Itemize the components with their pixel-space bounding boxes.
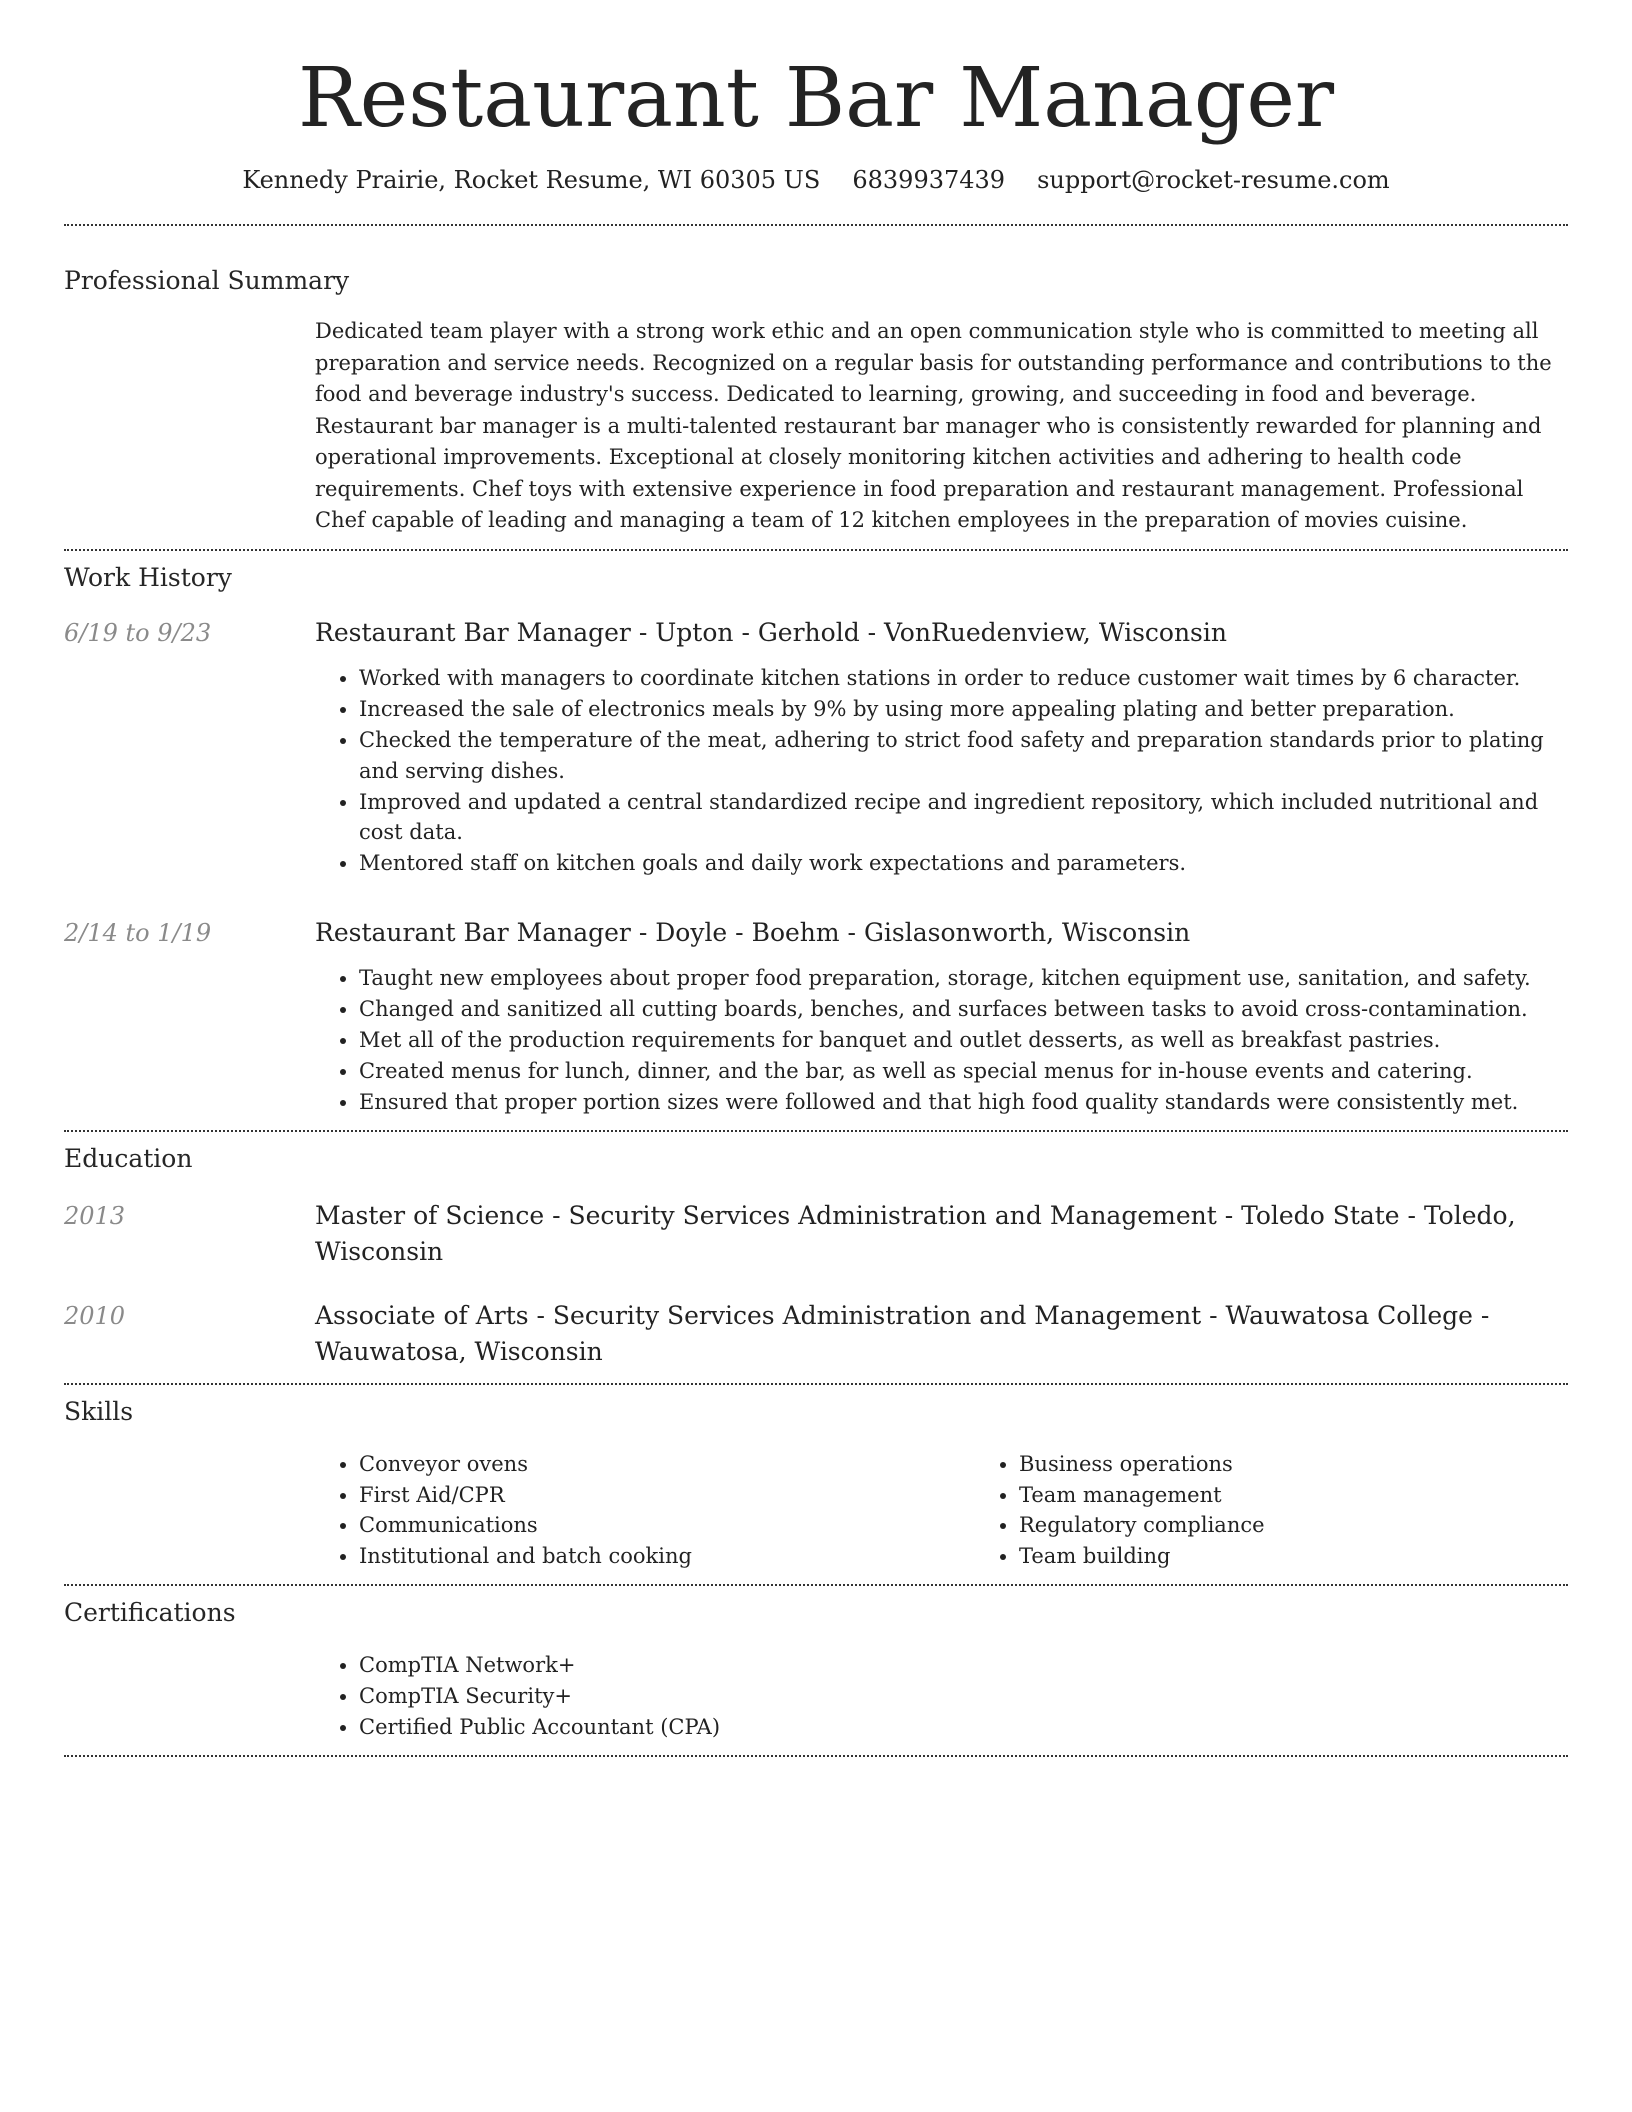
education-entry bbox=[64, 1198, 1568, 1271]
list-item: • Worked with managers to coordinate kitchen stations in order to reduce customer wait times by 6 character. bbox=[359, 663, 1568, 694]
phone: 6839937439 bbox=[852, 166, 1006, 195]
education-title: Master of Science - Security Services Administration and Management - Toledo State - Toledo, Wisconsin bbox=[315, 1200, 1516, 1266]
list-item: • Business operations bbox=[1019, 1449, 1632, 1480]
job-dates: 2/14 to 1/19 bbox=[64, 919, 212, 948]
divider bbox=[64, 1383, 1568, 1385]
education-entry bbox=[64, 1298, 1568, 1371]
section-title-summary: Professional Summary bbox=[64, 266, 350, 296]
resume-header bbox=[64, 0, 1568, 194]
list-item: • Improved and updated a central standardized recipe and ingredient repository, which included nutritional and cost data. bbox=[359, 787, 1568, 849]
education-year: 2013 bbox=[64, 1201, 126, 1230]
job-title: Restaurant Bar Manager - Upton - Gerhold - VonRuedenview, Wisconsin bbox=[315, 617, 1227, 647]
list-item: • Mentored staff on kitchen goals and daily work expectations and parameters. bbox=[359, 848, 1568, 879]
list-item: • Certified Public Accountant (CPA) bbox=[359, 1712, 1568, 1743]
skills-section bbox=[64, 1397, 1568, 1572]
list-item: • Taught new employees about proper food preparation, storage, kitchen equipment use, sanitation, and safety. bbox=[359, 963, 1568, 994]
list-item: • Institutional and batch cooking bbox=[359, 1541, 975, 1572]
list-item: • CompTIA Security+ bbox=[359, 1681, 1568, 1712]
candidate-name: Restaurant Bar Manager bbox=[297, 51, 1335, 146]
divider bbox=[64, 224, 1568, 226]
skills-list-right bbox=[975, 1449, 1632, 1572]
job-dates: 6/19 to 9/23 bbox=[64, 618, 212, 647]
education-title: Associate of Arts - Security Services Administration and Management - Wauwatosa College - Wauwatosa, Wisconsin bbox=[315, 1301, 1490, 1367]
section-title-certifications: Certifications bbox=[64, 1598, 236, 1628]
list-item: • Created menus for lunch, dinner, and the bar, as well as special menus for in-house events and catering. bbox=[359, 1056, 1568, 1087]
list-item: • First Aid/CPR bbox=[359, 1480, 975, 1511]
certifications-list bbox=[315, 1650, 1568, 1743]
list-item: • Team management bbox=[1019, 1480, 1632, 1511]
list-item: • Conveyor ovens bbox=[359, 1449, 975, 1480]
divider bbox=[64, 1584, 1568, 1586]
summary-section bbox=[64, 266, 1568, 537]
education-section bbox=[64, 1144, 1568, 1371]
contact-line bbox=[64, 166, 1568, 194]
divider bbox=[64, 1755, 1568, 1757]
job-bullets bbox=[315, 963, 1568, 1117]
list-item: • Team building bbox=[1019, 1541, 1632, 1572]
job-entry bbox=[64, 615, 1568, 879]
list-item: • Communications bbox=[359, 1510, 975, 1541]
email: support@rocket-resume.com bbox=[1037, 166, 1390, 195]
job-title: Restaurant Bar Manager - Doyle - Boehm - Gislasonworth, Wisconsin bbox=[315, 918, 1191, 948]
summary-text: Dedicated team player with a strong work ethic and an open communication style who is committed to meeting all preparation and service needs. Recognized on a regular basis for outstanding performance and contributions to the food and beverage industry's success. Dedicated to learning, growing, and succeeding in food and beverage. Restaurant bar manager is a multi-talented restaurant bar manager who is consistently rewarded for planning and operational improvements. Exceptional at closely monitoring kitchen activities and adhering to health code requirements. Chef toys with extensive experience in food preparation and restaurant management. Professional Chef capable of leading and managing a team of 12 kitchen employees in the preparation of movies cuisine. bbox=[315, 319, 1552, 533]
certifications-section bbox=[64, 1598, 1568, 1743]
list-item: • Changed and sanitized all cutting boards, benches, and surfaces between tasks to avoid cross-contamination. bbox=[359, 994, 1568, 1025]
job-entry bbox=[64, 915, 1568, 1118]
list-item: • Ensured that proper portion sizes were followed and that high food quality standards were consistently met. bbox=[359, 1087, 1568, 1118]
list-item: • Increased the sale of electronics meals by 9% by using more appealing plating and better preparation. bbox=[359, 694, 1568, 725]
divider bbox=[64, 549, 1568, 551]
section-title-education: Education bbox=[64, 1143, 193, 1173]
list-item: • Checked the temperature of the meat, adhering to strict food safety and preparation standards prior to plating and serving dishes. bbox=[359, 725, 1568, 787]
job-bullets bbox=[315, 663, 1568, 879]
list-item: • CompTIA Network+ bbox=[359, 1650, 1568, 1681]
skills-grid bbox=[315, 1449, 1568, 1572]
list-item: • Met all of the production requirements for banquet and outlet desserts, as well as breakfast pastries. bbox=[359, 1025, 1568, 1056]
list-item: • Regulatory compliance bbox=[1019, 1510, 1632, 1541]
work-history-section bbox=[64, 563, 1568, 1118]
address: Kennedy Prairie, Rocket Resume, WI 60305 US bbox=[242, 166, 821, 195]
education-year: 2010 bbox=[64, 1302, 126, 1331]
section-title-skills: Skills bbox=[64, 1396, 134, 1426]
section-title-work-history: Work History bbox=[64, 562, 232, 592]
divider bbox=[64, 1130, 1568, 1132]
skills-list-left bbox=[315, 1449, 975, 1572]
